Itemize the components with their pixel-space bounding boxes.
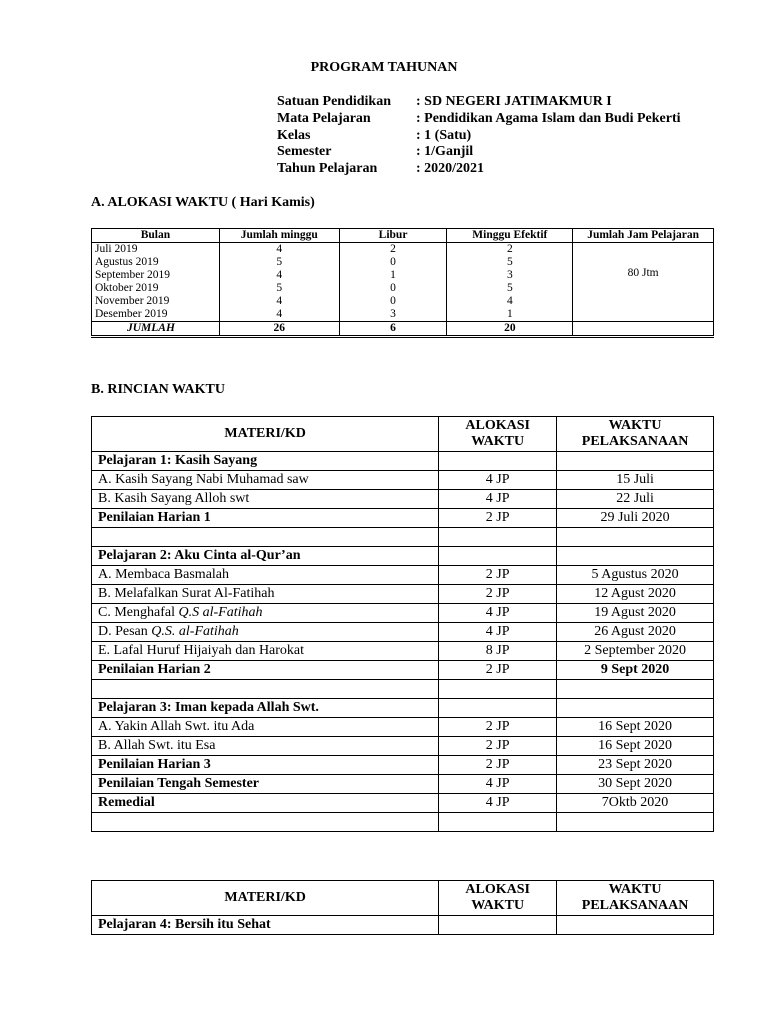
column-header: WAKTU PELAKSANAAN: [557, 417, 714, 452]
allocation-cell: 2 JP: [439, 509, 557, 528]
info-row: [277, 161, 681, 178]
date-cell: 2 September 2020: [557, 642, 714, 661]
info-value: : 1/Ganjil: [416, 144, 474, 160]
date-cell: [557, 547, 714, 566]
month-cell: November 2019: [92, 295, 220, 308]
month-cell: Agustus 2019: [92, 256, 220, 269]
info-key: Kelas: [277, 127, 311, 143]
table-row: [92, 661, 714, 680]
info-row: [277, 111, 681, 128]
section-b-heading: B. RINCIAN WAKTU: [91, 382, 225, 397]
column-header: Bulan: [92, 229, 220, 243]
table-row: [92, 718, 714, 737]
effective-cell: 2: [447, 243, 573, 257]
total-effective: 20: [447, 322, 573, 337]
materi-cell: Penilaian Harian 3: [92, 756, 439, 775]
table-row: [92, 566, 714, 585]
table-row: [92, 547, 714, 566]
date-cell: 29 Juli 2020: [557, 509, 714, 528]
date-cell: [557, 916, 714, 935]
weeks-cell: 4: [219, 269, 339, 282]
date-cell: 26 Agust 2020: [557, 623, 714, 642]
allocation-cell: 4 JP: [439, 490, 557, 509]
schedule-table: [91, 416, 714, 832]
date-cell: 9 Sept 2020: [557, 661, 714, 680]
schedule-table-continued: [91, 880, 714, 935]
materi-cell: A. Membaca Basmalah: [92, 566, 439, 585]
weeks-cell: 5: [219, 282, 339, 295]
allocation-cell: [439, 547, 557, 566]
page-title: PROGRAM TAHUNAN: [310, 60, 458, 75]
allocation-cell: [439, 528, 557, 547]
total-label: JUMLAH: [92, 322, 220, 337]
total-weeks: 26: [219, 322, 339, 337]
table-row: [92, 737, 714, 756]
allocation-cell: 2 JP: [439, 756, 557, 775]
table-row: [92, 623, 714, 642]
weeks-cell: 4: [219, 308, 339, 322]
table-row: [92, 490, 714, 509]
month-cell: Juli 2019: [92, 243, 220, 257]
allocation-cell: 2 JP: [439, 737, 557, 756]
materi-cell: Pelajaran 1: Kasih Sayang: [92, 452, 439, 471]
materi-cell: A. Yakin Allah Swt. itu Ada: [92, 718, 439, 737]
table-row: [92, 243, 714, 257]
table-row: [92, 452, 714, 471]
info-key: Semester: [277, 144, 332, 160]
total-holiday: 6: [339, 322, 447, 337]
effective-cell: 5: [447, 282, 573, 295]
materi-cell: [92, 680, 439, 699]
info-key: Mata Pelajaran: [277, 110, 371, 126]
month-cell: Desember 2019: [92, 308, 220, 322]
allocation-cell: 4 JP: [439, 794, 557, 813]
allocation-cell: 4 JP: [439, 623, 557, 642]
allocation-cell: 4 JP: [439, 775, 557, 794]
date-cell: 16 Sept 2020: [557, 718, 714, 737]
column-header: MATERI/KD: [92, 881, 439, 916]
table-row: [92, 699, 714, 718]
table-row: [92, 604, 714, 623]
column-header: ALOKASI WAKTU: [439, 881, 557, 916]
materi-cell: Pelajaran 2: Aku Cinta al-Qur’an: [92, 547, 439, 566]
date-cell: 22 Juli: [557, 490, 714, 509]
table-row: [92, 794, 714, 813]
date-cell: 19 Agust 2020: [557, 604, 714, 623]
materi-cell: B. Kasih Sayang Alloh swt: [92, 490, 439, 509]
materi-cell: D. Pesan Q.S. al-Fatihah: [92, 623, 439, 642]
table-row: [92, 916, 714, 935]
allocation-cell: [439, 680, 557, 699]
date-cell: [557, 813, 714, 832]
holiday-cell: 2: [339, 243, 447, 257]
materi-cell: C. Menghafal Q.S al-Fatihah: [92, 604, 439, 623]
materi-cell: Remedial: [92, 794, 439, 813]
effective-cell: 5: [447, 256, 573, 269]
weeks-cell: 4: [219, 295, 339, 308]
table-row: [92, 528, 714, 547]
table-header-row: [92, 417, 714, 452]
column-header: Libur: [339, 229, 447, 243]
column-header: Jumlah Jam Pelajaran: [573, 229, 714, 243]
column-header: WAKTU PELAKSANAAN: [557, 881, 714, 916]
allocation-cell: [439, 916, 557, 935]
table-row: [92, 756, 714, 775]
allocation-cell: [439, 813, 557, 832]
materi-cell: Penilaian Tengah Semester: [92, 775, 439, 794]
holiday-cell: 0: [339, 295, 447, 308]
materi-cell: Pelajaran 4: Bersih itu Sehat: [92, 916, 439, 935]
materi-cell: [92, 813, 439, 832]
column-header: Minggu Efektif: [447, 229, 573, 243]
info-value: : SD NEGERI JATIMAKMUR I: [416, 94, 612, 109]
month-cell: September 2019: [92, 269, 220, 282]
date-cell: [557, 680, 714, 699]
table-row: [92, 642, 714, 661]
materi-cell: A. Kasih Sayang Nabi Muhamad saw: [92, 471, 439, 490]
table-row: [92, 680, 714, 699]
date-cell: 12 Agust 2020: [557, 585, 714, 604]
materi-cell: [92, 528, 439, 547]
allocation-cell: [439, 452, 557, 471]
total-empty-cell: [573, 322, 714, 337]
info-value: : Pendidikan Agama Islam dan Budi Pekerti: [416, 110, 681, 126]
allocation-cell: 2 JP: [439, 566, 557, 585]
date-cell: 16 Sept 2020: [557, 737, 714, 756]
table-header-row: [92, 881, 714, 916]
holiday-cell: 0: [339, 282, 447, 295]
date-cell: [557, 528, 714, 547]
table-row: [92, 775, 714, 794]
date-cell: 7Oktb 2020: [557, 794, 714, 813]
materi-cell: B. Melafalkan Surat Al-Fatihah: [92, 585, 439, 604]
date-cell: 15 Juli: [557, 471, 714, 490]
total-row: [92, 322, 714, 337]
date-cell: 30 Sept 2020: [557, 775, 714, 794]
table-row: [92, 471, 714, 490]
materi-cell: Penilaian Harian 1: [92, 509, 439, 528]
info-value: : 2020/2021: [416, 161, 485, 177]
column-header: ALOKASI WAKTU: [439, 417, 557, 452]
allocation-cell: 2 JP: [439, 718, 557, 737]
materi-cell: Pelajaran 3: Iman kepada Allah Swt.: [92, 699, 439, 718]
allocation-cell: 4 JP: [439, 471, 557, 490]
info-key: Satuan Pendidikan: [277, 94, 391, 109]
allocation-table: [91, 228, 714, 338]
allocation-cell: 2 JP: [439, 661, 557, 680]
allocation-cell: 8 JP: [439, 642, 557, 661]
effective-cell: 4: [447, 295, 573, 308]
table-row: [92, 585, 714, 604]
weeks-cell: 5: [219, 256, 339, 269]
table-header-row: [92, 229, 714, 243]
section-a-heading: A. ALOKASI WAKTU ( Hari Kamis): [91, 195, 315, 210]
info-block: [277, 94, 681, 178]
materi-cell: B. Allah Swt. itu Esa: [92, 737, 439, 756]
allocation-cell: 2 JP: [439, 585, 557, 604]
date-cell: [557, 452, 714, 471]
date-cell: 23 Sept 2020: [557, 756, 714, 775]
effective-cell: 3: [447, 269, 573, 282]
materi-cell: Penilaian Harian 2: [92, 661, 439, 680]
holiday-cell: 0: [339, 256, 447, 269]
holiday-cell: 3: [339, 308, 447, 322]
weeks-cell: 4: [219, 243, 339, 257]
info-row: [277, 94, 681, 111]
allocation-cell: 4 JP: [439, 604, 557, 623]
materi-cell: E. Lafal Huruf Hijaiyah dan Harokat: [92, 642, 439, 661]
effective-cell: 1: [447, 308, 573, 322]
month-cell: Oktober 2019: [92, 282, 220, 295]
column-header: MATERI/KD: [92, 417, 439, 452]
info-row: [277, 128, 681, 145]
allocation-cell: [439, 699, 557, 718]
table-row: [92, 509, 714, 528]
jtm-cell: 80 Jtm: [573, 243, 714, 322]
table-row: [92, 813, 714, 832]
column-header: Jumlah minggu: [219, 229, 339, 243]
holiday-cell: 1: [339, 269, 447, 282]
info-value: : 1 (Satu): [416, 127, 472, 143]
date-cell: [557, 699, 714, 718]
info-row: [277, 144, 681, 161]
date-cell: 5 Agustus 2020: [557, 566, 714, 585]
info-key: Tahun Pelajaran: [277, 161, 378, 177]
